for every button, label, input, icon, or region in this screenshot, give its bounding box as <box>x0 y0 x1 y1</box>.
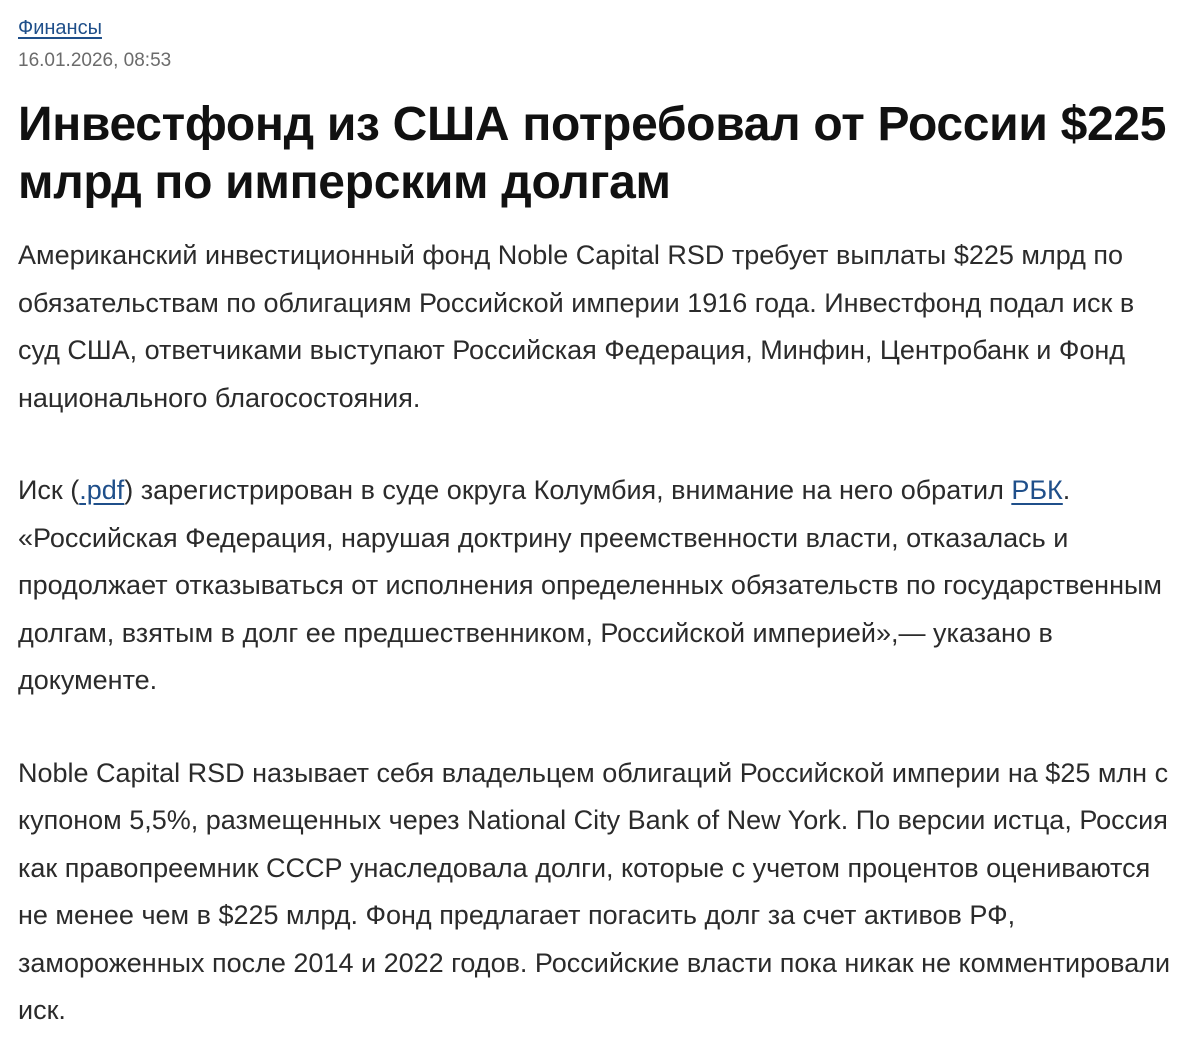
article-title: Инвестфонд из США потребовал от России $225 млрд по имперским долгам <box>18 98 1167 209</box>
publish-date: 16.01.2026, 08:53 <box>18 50 172 71</box>
paragraph-2 <box>18 467 1178 705</box>
paragraph-2-text-2: ) зарегистрирован в суде округа Колумбия, внимание на него обратил <box>124 475 1012 505</box>
rbk-link[interactable]: РБК <box>1011 475 1063 505</box>
article <box>18 0 1178 1035</box>
paragraph-3: Noble Capital RSD называет себя владельцем облигаций Российской империи на $25 млн с купоном 5,5%, размещенных через National City Bank of New York. По версии истца, Россия как правопреемник СССР унаследовала долги, которые с учетом процентов оцениваются не менее чем в $225 млрд. Фонд предлагает погасить долг за счет активов РФ, замороженных после 2014 и 2022 годов. Российские власти пока никак не комментировали иск. <box>18 757 1171 1025</box>
category-link[interactable]: Финансы <box>18 17 102 39</box>
paragraph-2-text-1: Иск ( <box>18 475 80 505</box>
paragraph-1: Американский инвестиционный фонд Noble Capital RSD требует выплаты $225 млрд по обязательствам по облигациям Российской империи 1916 года. Инвестфонд подал иск в суд США, ответчиками выступают Российская Федерация, Минфин, Центробанк и Фонд национального благосостояния. <box>18 240 1135 413</box>
paragraph-2-text-3: . «Российская Федерация, нарушая доктрину преемственности власти, отказалась и продолжает отказываться от исполнения определенных обязательств по государственным долгам, взятым в долг ее предшественником, Российской империей»,— указано в документе. <box>18 475 1162 695</box>
pdf-link[interactable]: .pdf <box>79 475 125 505</box>
